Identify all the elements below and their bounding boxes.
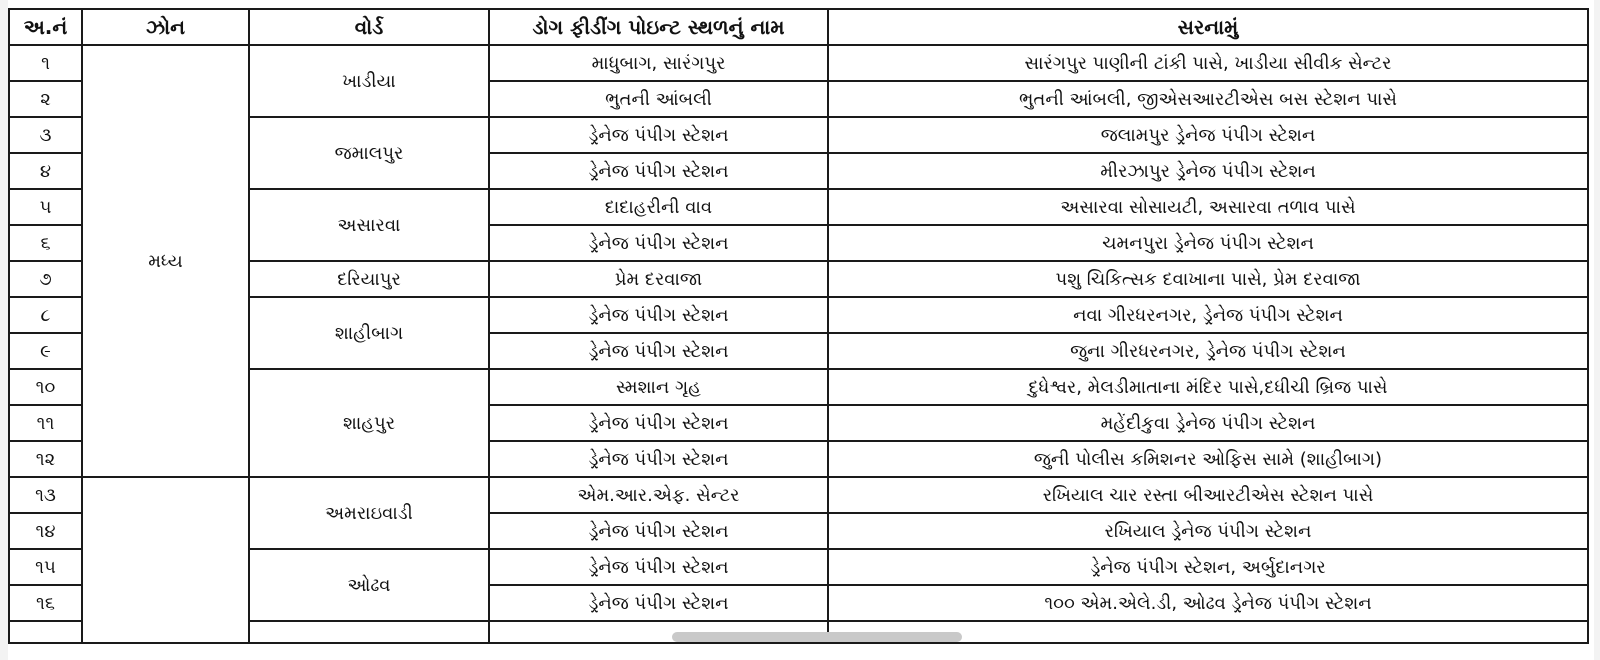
cell-feeding-point-name: ડ્રેનેજ પંપીગ સ્ટેશન [489, 333, 828, 369]
cell-serial-no: ૧ [9, 45, 82, 81]
cell-feeding-point-name: દાદાહરીની વાવ [489, 189, 828, 225]
cell-serial-no: ૫ [9, 189, 82, 225]
cell-address: મીરઝાપુર ડ્રેનેજ પંપીગ સ્ટેશન [828, 153, 1588, 189]
cell-feeding-point-name: પ્રેમ દરવાજા [489, 261, 828, 297]
cell-feeding-point-name: સ્મશાન ગૃહ [489, 369, 828, 405]
header-ward: વોર્ડ [249, 9, 489, 45]
dog-feeding-points-table [8, 8, 1589, 644]
cell-ward: ખાડીયા [249, 45, 489, 117]
cell-serial-no: ૧૩ [9, 477, 82, 513]
cell-serial-no: ૯ [9, 333, 82, 369]
header-serial-no: અ.નં [9, 9, 82, 45]
cell-serial-no: ૧૬ [9, 585, 82, 621]
cell-feeding-point-name: ડ્રેનેજ પંપીગ સ્ટેશન [489, 405, 828, 441]
table-sheet [8, 0, 1594, 660]
cell-address: રખિયાલ ચાર રસ્તા બીઆરટીએસ સ્ટેશન પાસે [828, 477, 1588, 513]
cell-zone [82, 477, 249, 643]
cell-address: સારંગપુર પાણીની ટાંકી પાસે, ખાડીયા સીવીક સેન્ટર [828, 45, 1588, 81]
cell-ward: શાહપુર [249, 369, 489, 477]
cell-feeding-point-name: ડ્રેનેજ પંપીગ સ્ટેશન [489, 117, 828, 153]
cell-address: પશુ ચિકિત્સક દવાખાના પાસે, પ્રેમ દરવાજા [828, 261, 1588, 297]
cell-address: ૧૦૦ એમ.એલે.ડી, ઓઢવ ડ્રેનેજ પંપીગ સ્ટેશન [828, 585, 1588, 621]
cell-ward: ઓઢવ [249, 549, 489, 621]
cell-serial-no: ૪ [9, 153, 82, 189]
cell-address: જુના ગીરધરનગર, ડ્રેનેજ પંપીગ સ્ટેશન [828, 333, 1588, 369]
cell-serial-no: ૬ [9, 225, 82, 261]
cell-serial-no: ૧૧ [9, 405, 82, 441]
cell-feeding-point-name: એમ.આર.એફ. સેન્ટર [489, 477, 828, 513]
cell-serial-no: ૮ [9, 297, 82, 333]
cell-ward: અસારવા [249, 189, 489, 261]
cell-address: નવા ગીરધરનગર, ડ્રેનેજ પંપીગ સ્ટેશન [828, 297, 1588, 333]
cell-ward: અમરાઇવાડી [249, 477, 489, 549]
cell-ward: દરિયાપુર [249, 261, 489, 297]
cell-ward: શાહીબાગ [249, 297, 489, 369]
cell-feeding-point-name: ડ્રેનેજ પંપીગ સ્ટેશન [489, 153, 828, 189]
cell-ward: જમાલપુર [249, 117, 489, 189]
cell-address: અસારવા સોસાયટી, અસારવા તળાવ પાસે [828, 189, 1588, 225]
header-row [9, 9, 1588, 45]
cell-feeding-point-name: ડ્રેનેજ પંપીગ સ્ટેશન [489, 513, 828, 549]
cell-feeding-point-name: ભુતની આંબલી [489, 81, 828, 117]
cell-address: દુધેશ્વર, મેલડીમાતાના મંદિર પાસે,દધીચી બ્રિજ પાસે [828, 369, 1588, 405]
cell-serial-no: ૧૪ [9, 513, 82, 549]
cell-address: જલામપુર ડ્રેનેજ પંપીગ સ્ટેશન [828, 117, 1588, 153]
cell-address: ડ્રેનેજ પંપીગ સ્ટેશન, અર્બુદાનગર [828, 549, 1588, 585]
cell-feeding-point-name: ડ્રેનેજ પંપીગ સ્ટેશન [489, 441, 828, 477]
table-row [9, 477, 1588, 513]
cell-feeding-point-name: ડ્રેનેજ પંપીગ સ્ટેશન [489, 297, 828, 333]
cell-feeding-point-name: ડ્રેનેજ પંપીગ સ્ટેશન [489, 585, 828, 621]
cell-serial-no: ૭ [9, 261, 82, 297]
cell-ward-empty [249, 621, 489, 643]
cell-feeding-point-name: ડ્રેનેજ પંપીગ સ્ટેશન [489, 549, 828, 585]
cell-serial-no: ૧૫ [9, 549, 82, 585]
cell-serial-no-empty [9, 621, 82, 643]
cell-zone: મધ્ય [82, 45, 249, 477]
cell-serial-no: ૧૨ [9, 441, 82, 477]
header-zone: ઝોન [82, 9, 249, 45]
cell-address: ભુતની આંબલી, જીએસઆરટીએસ બસ સ્ટેશન પાસે [828, 81, 1588, 117]
cell-serial-no: ૩ [9, 117, 82, 153]
cell-address: મહેંદીકુવા ડ્રેનેજ પંપીગ સ્ટેશન [828, 405, 1588, 441]
cell-feeding-point-name: માધુબાગ, સારંગપુર [489, 45, 828, 81]
horizontal-scrollbar[interactable] [672, 632, 962, 642]
table-row [9, 45, 1588, 81]
cell-serial-no: ૨ [9, 81, 82, 117]
cell-feeding-point-name: ડ્રેનેજ પંપીગ સ્ટેશન [489, 225, 828, 261]
cell-address: જુની પોલીસ કમિશનર ઓફિસ સામે (શાહીબાગ) [828, 441, 1588, 477]
cell-address: રખિયાલ ડ્રેનેજ પંપીગ સ્ટેશન [828, 513, 1588, 549]
header-feeding-point-name: ડોગ ફીડીંગ પોઇન્ટ સ્થળનું નામ [489, 9, 828, 45]
cell-serial-no: ૧૦ [9, 369, 82, 405]
header-address: સરનામું [828, 9, 1588, 45]
cell-address: ચમનપુરા ડ્રેનેજ પંપીગ સ્ટેશન [828, 225, 1588, 261]
